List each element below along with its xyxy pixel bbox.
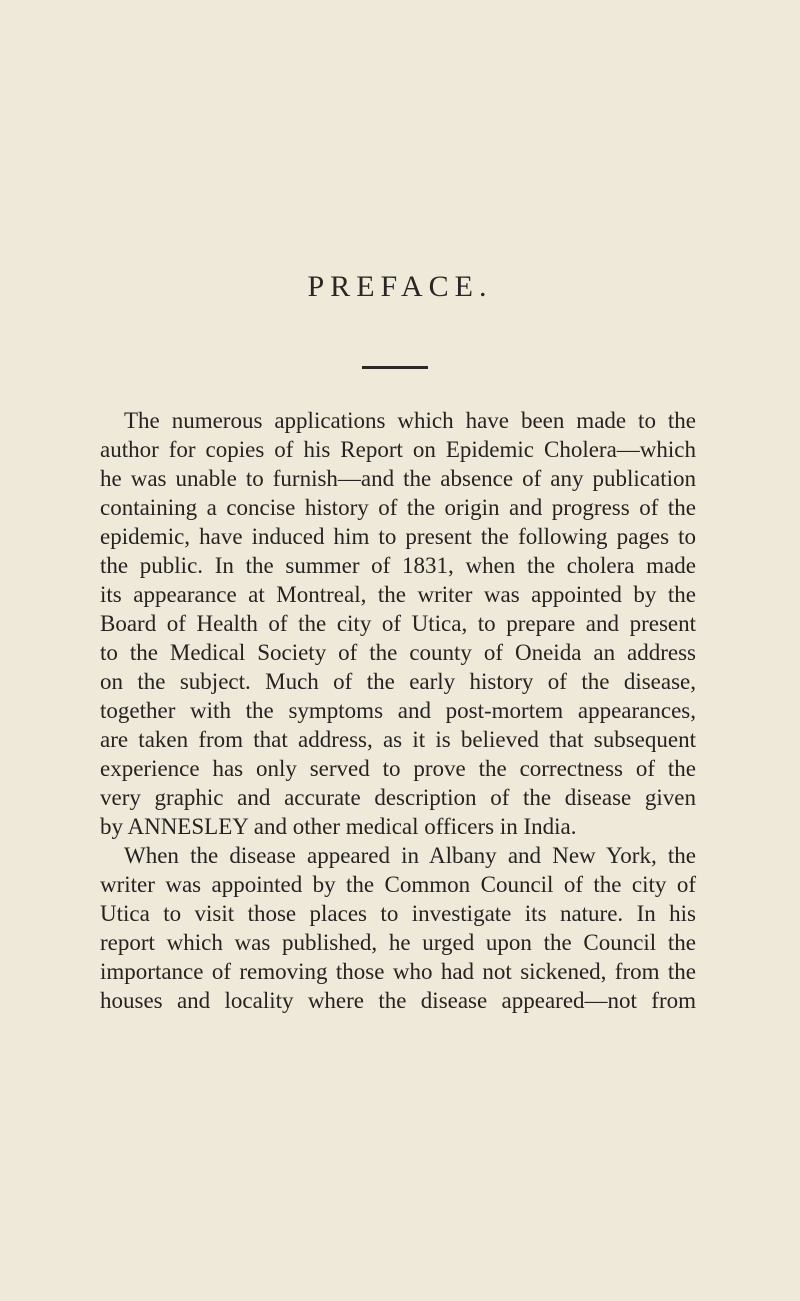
text-line: importance of removing those who had not sickened, from the bbox=[100, 959, 696, 984]
text-line: to the Medical Society of the county of Oneida an address bbox=[100, 640, 696, 665]
text-line: by ANNESLEY and other medical officers in India. bbox=[100, 814, 577, 839]
text-line: report which was published, he urged upon the Council the bbox=[100, 930, 696, 955]
title-divider-rule bbox=[362, 366, 428, 369]
preface-body bbox=[100, 406, 696, 1015]
text-line: houses and locality where the disease appeared—not from bbox=[100, 988, 696, 1013]
text-line: When the disease appeared in Albany and New York, the bbox=[124, 843, 696, 868]
text-line: writer was appointed by the Common Council of the city of bbox=[100, 872, 696, 897]
text-line: containing a concise history of the origin and progress of the bbox=[100, 495, 696, 520]
text-line: Utica to visit those places to investigate its nature. In his bbox=[100, 901, 696, 926]
text-line: on the subject. Much of the early history of the disease, bbox=[100, 669, 696, 694]
text-line: he was unable to furnish—and the absence of any publication bbox=[100, 466, 696, 491]
text-line: experience has only served to prove the correctness of the bbox=[100, 756, 696, 781]
text-line: The numerous applications which have been made to the bbox=[124, 408, 696, 433]
text-line: its appearance at Montreal, the writer was appointed by the bbox=[100, 582, 696, 607]
text-line: together with the symptoms and post-mortem appearances, bbox=[100, 698, 696, 723]
text-line: are taken from that address, as it is believed that subsequent bbox=[100, 727, 696, 752]
text-line: the public. In the summer of 1831, when the cholera made bbox=[100, 553, 696, 578]
text-line: author for copies of his Report on Epidemic Cholera—which bbox=[100, 437, 696, 462]
page-title: PREFACE. bbox=[307, 270, 493, 303]
text-line: Board of Health of the city of Utica, to prepare and present bbox=[100, 611, 696, 636]
text-line: epidemic, have induced him to present the following pages to bbox=[100, 524, 696, 549]
text-line: very graphic and accurate description of the disease given bbox=[100, 785, 696, 810]
